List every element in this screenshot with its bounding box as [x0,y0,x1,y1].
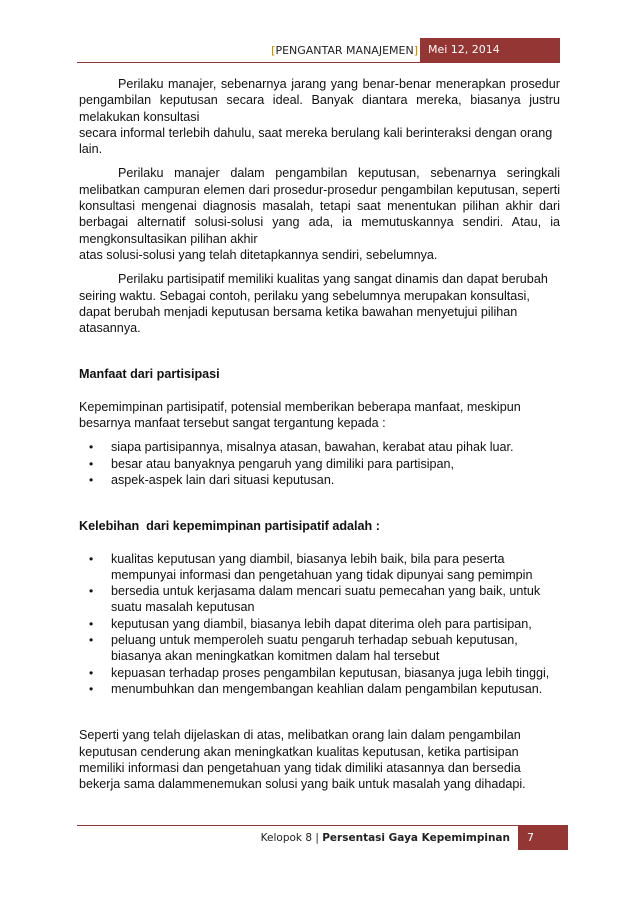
list-item: • siapa partisipannya, misalnya atasan, bawahan, kerabat atau pihak luar. [89,440,514,455]
kelebihan-list [79,551,560,698]
closing-paragraph: Seperti yang telah dijelaskan di atas, melibatkan orang lain dalam pengambilan keputusan cenderung akan meningkatkan kualitas keputusan, ketika partisipan memiliki informasi dan pengetahuan yang tidak dimiliki atasannya dan bersedia bekerja sama dalammenemukan solusi yang baik untuk masalah yang dihadapi. [79,728,526,792]
bullet-dot-icon: • [89,616,94,631]
list-item: • kepuasan terhadap proses pengambilan keputusan, biasanya juga lebih tinggi, [89,665,550,680]
section-heading-kelebihan: Kelebihan dari kepemimpinan partisipatif adalah : [79,519,380,534]
list-item: • aspek-aspek lain dari situasi keputusan. [89,472,335,487]
section-heading-manfaat: Manfaat dari partisipasi [79,367,220,382]
bullet-dot-icon: • [89,584,94,599]
page-footer [0,826,638,850]
header-bracket-close: ] [413,44,418,57]
bullet-dot-icon: • [89,681,94,696]
bullet-dot-icon: • [89,472,94,487]
header-title-text: PENGANTAR MANAJEMEN [275,44,414,57]
page-body [79,76,560,792]
header-title [271,44,418,57]
list-item: • besar atau banyaknya pengaruh yang dimiliki para partisipan, [89,456,455,471]
header-date: Mei 12, 2014 [420,38,560,62]
list-item: • kualitas keputusan yang diambil, biasanya lebih baik, bila para peserta mempunyai informasi dan pengetahuan yang tidak dipunyai sang pemimpin [89,551,533,582]
header-bracket-open: [ [271,44,276,57]
page-number: 7 [518,826,568,850]
bullet-dot-icon: • [89,551,94,566]
section-intro-manfaat: Kepemimpinan partisipatif, potensial memberikan beberapa manfaat, meskipun besarnya manfaat tersebut sangat tergantung kepada : [79,399,521,431]
page-header [0,38,638,62]
bullet-dot-icon: • [89,633,94,648]
bullet-dot-icon: • [89,665,94,680]
paragraph-2b: atas solusi-solusi yang telah ditetapkannya sendiri, sebelumnya. [79,247,438,262]
bullet-dot-icon: • [89,440,94,455]
list-item: • bersedia untuk kerjasama dalam mencari suatu pemecahan yang baik, untuk suatu masalah keputusan [89,584,541,615]
footer-title: Persentasi Gaya Kepemimpinan [322,832,510,844]
list-item: • keputusan yang diambil, biasanya lebih dapat diterima oleh para partisipan, [89,616,532,631]
bullet-dot-icon: • [89,456,94,471]
paragraph-1a: Perilaku manajer, sebenarnya jarang yang benar-benar menerapkan prosedur pengambilan keputusan secara ideal. Banyak diantara mereka, biasanya justru melakukan konsultasi [79,77,560,124]
paragraph-2a: Perilaku manajer dalam pengambilan keputusan, sebenarnya seringkali melibatkan campuran elemen dari prosedur-prosedur pengambilan keputusan, seperti konsultasi mengenai diagnosis masalah, tetapi saat menentukan pilihan akhir dari berbagai alternatif solusi-solusi yang ada, ia memutuskannya sendiri. Atau, ia mengkonsultasikan pilihan akhir [79,166,560,246]
list-item: • menumbuhkan dan mengembangan keahlian dalam pengambilan keputusan. [89,681,543,696]
header-divider [77,62,560,63]
footer-group: Kelopok 8 [260,832,313,844]
footer-separator: | [312,832,323,844]
paragraph-3: Perilaku partisipatif memiliki kualitas yang sangat dinamis dan dapat berubah seiring waktu. Sebagai contoh, perilaku yang sebelumnya merupakan konsultasi, dapat berubah menjadi keputusan bersama ketika bawahan menyetujui pilihan atasannya. [79,272,548,336]
manfaat-list [79,439,560,488]
footer-text [261,832,510,844]
list-item: • peluang untuk memperoleh suatu pengaruh terhadap sebuah keputusan, biasanya akan meningkatkan komitmen dalam hal tersebut [89,633,518,664]
paragraph-1b: secara informal terlebih dahulu, saat mereka berulang kali berinteraksi dengan orang lain. [79,125,553,157]
